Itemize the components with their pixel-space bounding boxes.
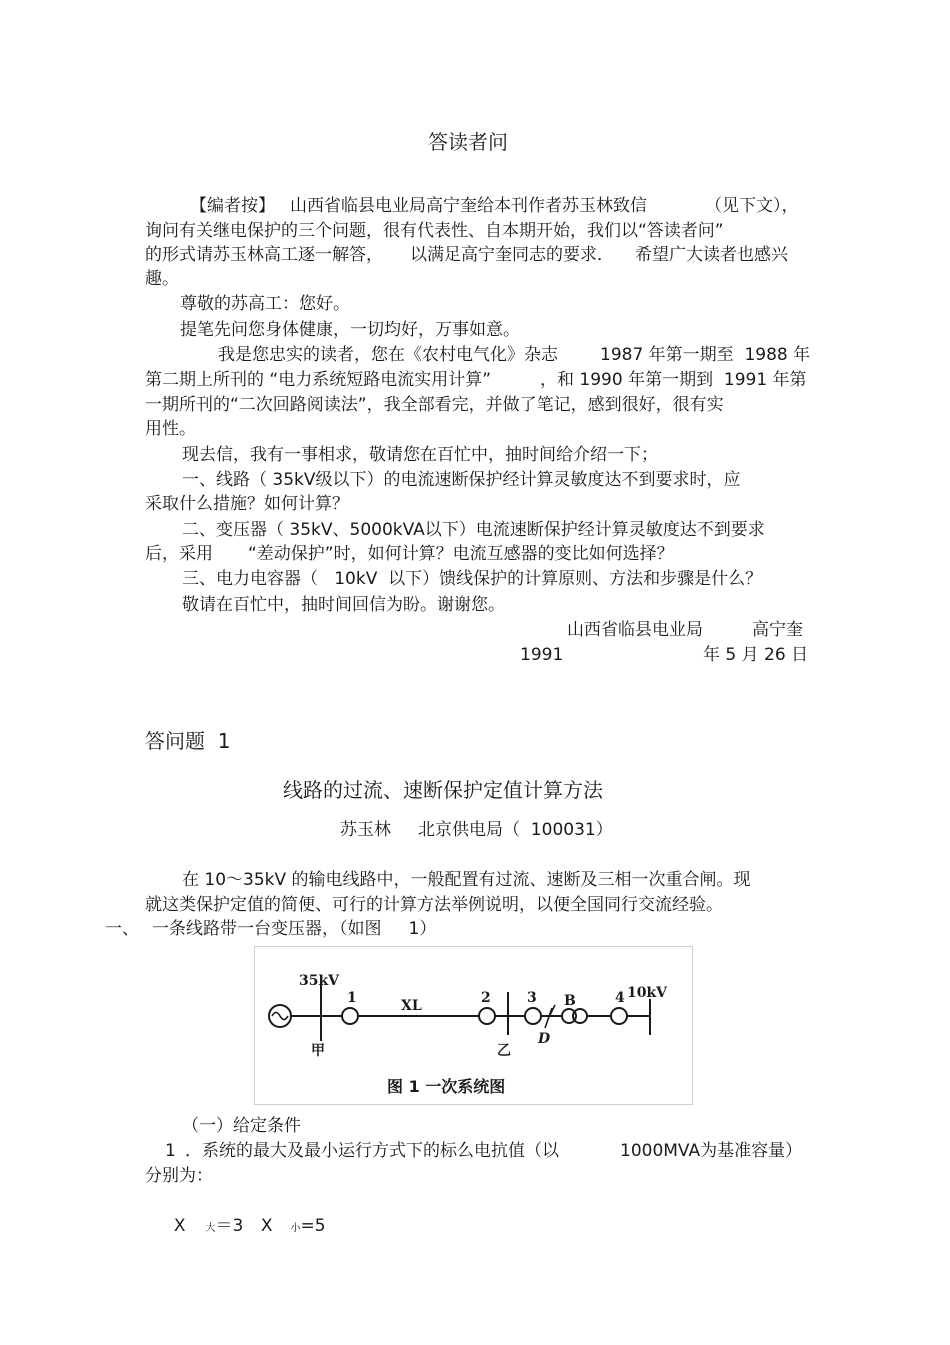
breaker-4 xyxy=(611,1008,627,1024)
label-node-2: 2 xyxy=(481,990,491,1006)
letter-p1-line1a: 我是您忠实的读者，您在《农村电气化》杂志 xyxy=(218,345,558,365)
formula-x1: X xyxy=(173,1216,186,1236)
formula-sub-max: 大 xyxy=(205,1223,216,1234)
editor-note-line3a: 的形式请苏玉林高工逐一解答， xyxy=(145,245,383,265)
answer-intro-line1: 在 10～35kV 的输电线路中，一般配置有过流、速断及三相一次重合闸。现 xyxy=(182,870,751,890)
answer-intro-line2: 就这类保护定值的简便、可行的计算方法举例说明，以便全国同行交流经验。 xyxy=(145,895,723,915)
figure-caption: 图 1 一次系统图 xyxy=(387,1077,506,1096)
breaker-2 xyxy=(479,1008,495,1024)
figure-1 xyxy=(254,946,693,1105)
editor-note-line1: 山西省临县电业局高宁奎给本刊作者苏玉林致信 xyxy=(290,196,647,216)
label-xl: XL xyxy=(401,998,422,1014)
letter-p2: 现去信，我有一事相求，敬请您在百忙中，抽时间给介绍一下； xyxy=(182,445,658,465)
breaker-3 xyxy=(525,1008,541,1024)
letter-q3: 三、电力电容器（ 10kV 以下）馈线保护的计算原则、方法和步骤是什么？ xyxy=(182,569,763,589)
editor-note-line3b: 以满足高宁奎同志的要求． xyxy=(410,245,614,265)
letter-sign-org: 山西省临县电业局 xyxy=(567,620,703,640)
label-10kv: 10kV xyxy=(627,985,668,1001)
generator-wave xyxy=(272,1013,288,1020)
letter-wish: 提笔先问您身体健康，一切均好，万事如意。 xyxy=(180,320,520,340)
editor-note-line3c: 希望广大读者也感兴 xyxy=(635,245,788,265)
label-node-3: 3 xyxy=(527,990,537,1006)
letter-sign-name: 高宁奎 xyxy=(752,620,803,640)
letter-date-year: 1991 xyxy=(520,645,564,665)
editor-note-line2: 询问有关继电保护的三个问题，很有代表性、自本期开始，我们以“答读者问” xyxy=(145,221,724,241)
letter-p1-line1b: 1987 年第一期至 1988 年 xyxy=(600,345,811,365)
formula-value-max: ＝3 xyxy=(215,1216,244,1236)
letter-greeting: 尊敬的苏高工：您好。 xyxy=(180,294,350,314)
circuit-diagram xyxy=(269,984,650,1041)
label-yi: 乙 xyxy=(497,1043,511,1059)
answer-affiliation: 北京供电局（ 100031） xyxy=(418,820,613,840)
label-35kv: 35kV xyxy=(299,973,340,989)
letter-p1-line4: 用性。 xyxy=(145,419,196,439)
letter-q1-line1: 一、线路（ 35kV级以下）的电流速断保护经计算灵敏度达不到要求时，应 xyxy=(182,470,741,490)
item1-number: 1 xyxy=(165,1141,176,1161)
letter-date-rest: 年 5 月 26 日 xyxy=(703,645,809,665)
page-title: 答读者问 xyxy=(428,130,508,154)
answer-author: 苏玉林 xyxy=(340,820,391,840)
letter-p1-line2a: 第二期上所刊的 “电力系统短路电流实用计算” xyxy=(145,370,492,390)
letter-q2-line1: 二、变压器（ 35kV、5000kVA以下）电流速断保护经计算灵敏度达不到要求 xyxy=(182,520,765,540)
letter-p1-line2b: ，和 1990 年第一期到 1991 年第 xyxy=(540,370,807,390)
letter-q1-line2: 采取什么措施？如何计算？ xyxy=(145,494,349,514)
item1-line2: 分别为： xyxy=(145,1166,213,1186)
formula-x2: X xyxy=(260,1216,273,1236)
letter-q2-line2b: “差动保护”时，如何计算？电流互感器的变比如何选择？ xyxy=(248,544,674,564)
label-node-4: 4 xyxy=(615,990,625,1006)
label-jia: 甲 xyxy=(311,1043,325,1059)
subsection-given-conditions: （一）给定条件 xyxy=(182,1116,301,1136)
letter-closing: 敬请在百忙中，抽时间回信为盼。谢谢您。 xyxy=(182,595,505,615)
editor-note-label: 【编者按】 xyxy=(190,196,275,216)
editor-note-line4: 趣。 xyxy=(145,269,179,289)
label-node-1: 1 xyxy=(347,990,357,1006)
section1-number: 一、 xyxy=(105,919,139,939)
formula-x-max xyxy=(163,1190,243,1241)
letter-q2-line2a: 后，采用 xyxy=(145,544,213,564)
letter-p1-line3: 一期所刊的“二次回路阅读法”，我全部看完，并做了笔记，感到很好，很有实 xyxy=(145,395,724,415)
formula-x-min xyxy=(250,1190,326,1241)
answer-title: 线路的过流、速断保护定值计算方法 xyxy=(283,778,603,802)
item1-text-a: ．系统的最大及最小运行方式下的标么电抗值（以 xyxy=(185,1141,559,1161)
breaker-1 xyxy=(342,1008,358,1024)
label-d: D xyxy=(538,1031,551,1047)
answer-heading: 答问题 1 xyxy=(145,729,231,753)
formula-value-min: =5 xyxy=(300,1216,326,1236)
section1-text: 一条线路带一台变压器，（如图 1） xyxy=(152,919,437,939)
item1-text-b: 1000MVA为基准容量） xyxy=(620,1141,803,1161)
label-b: B xyxy=(564,993,576,1009)
editor-note-line1-tail: （见下文）， xyxy=(705,196,799,216)
formula-sub-min: 小 xyxy=(290,1223,301,1234)
